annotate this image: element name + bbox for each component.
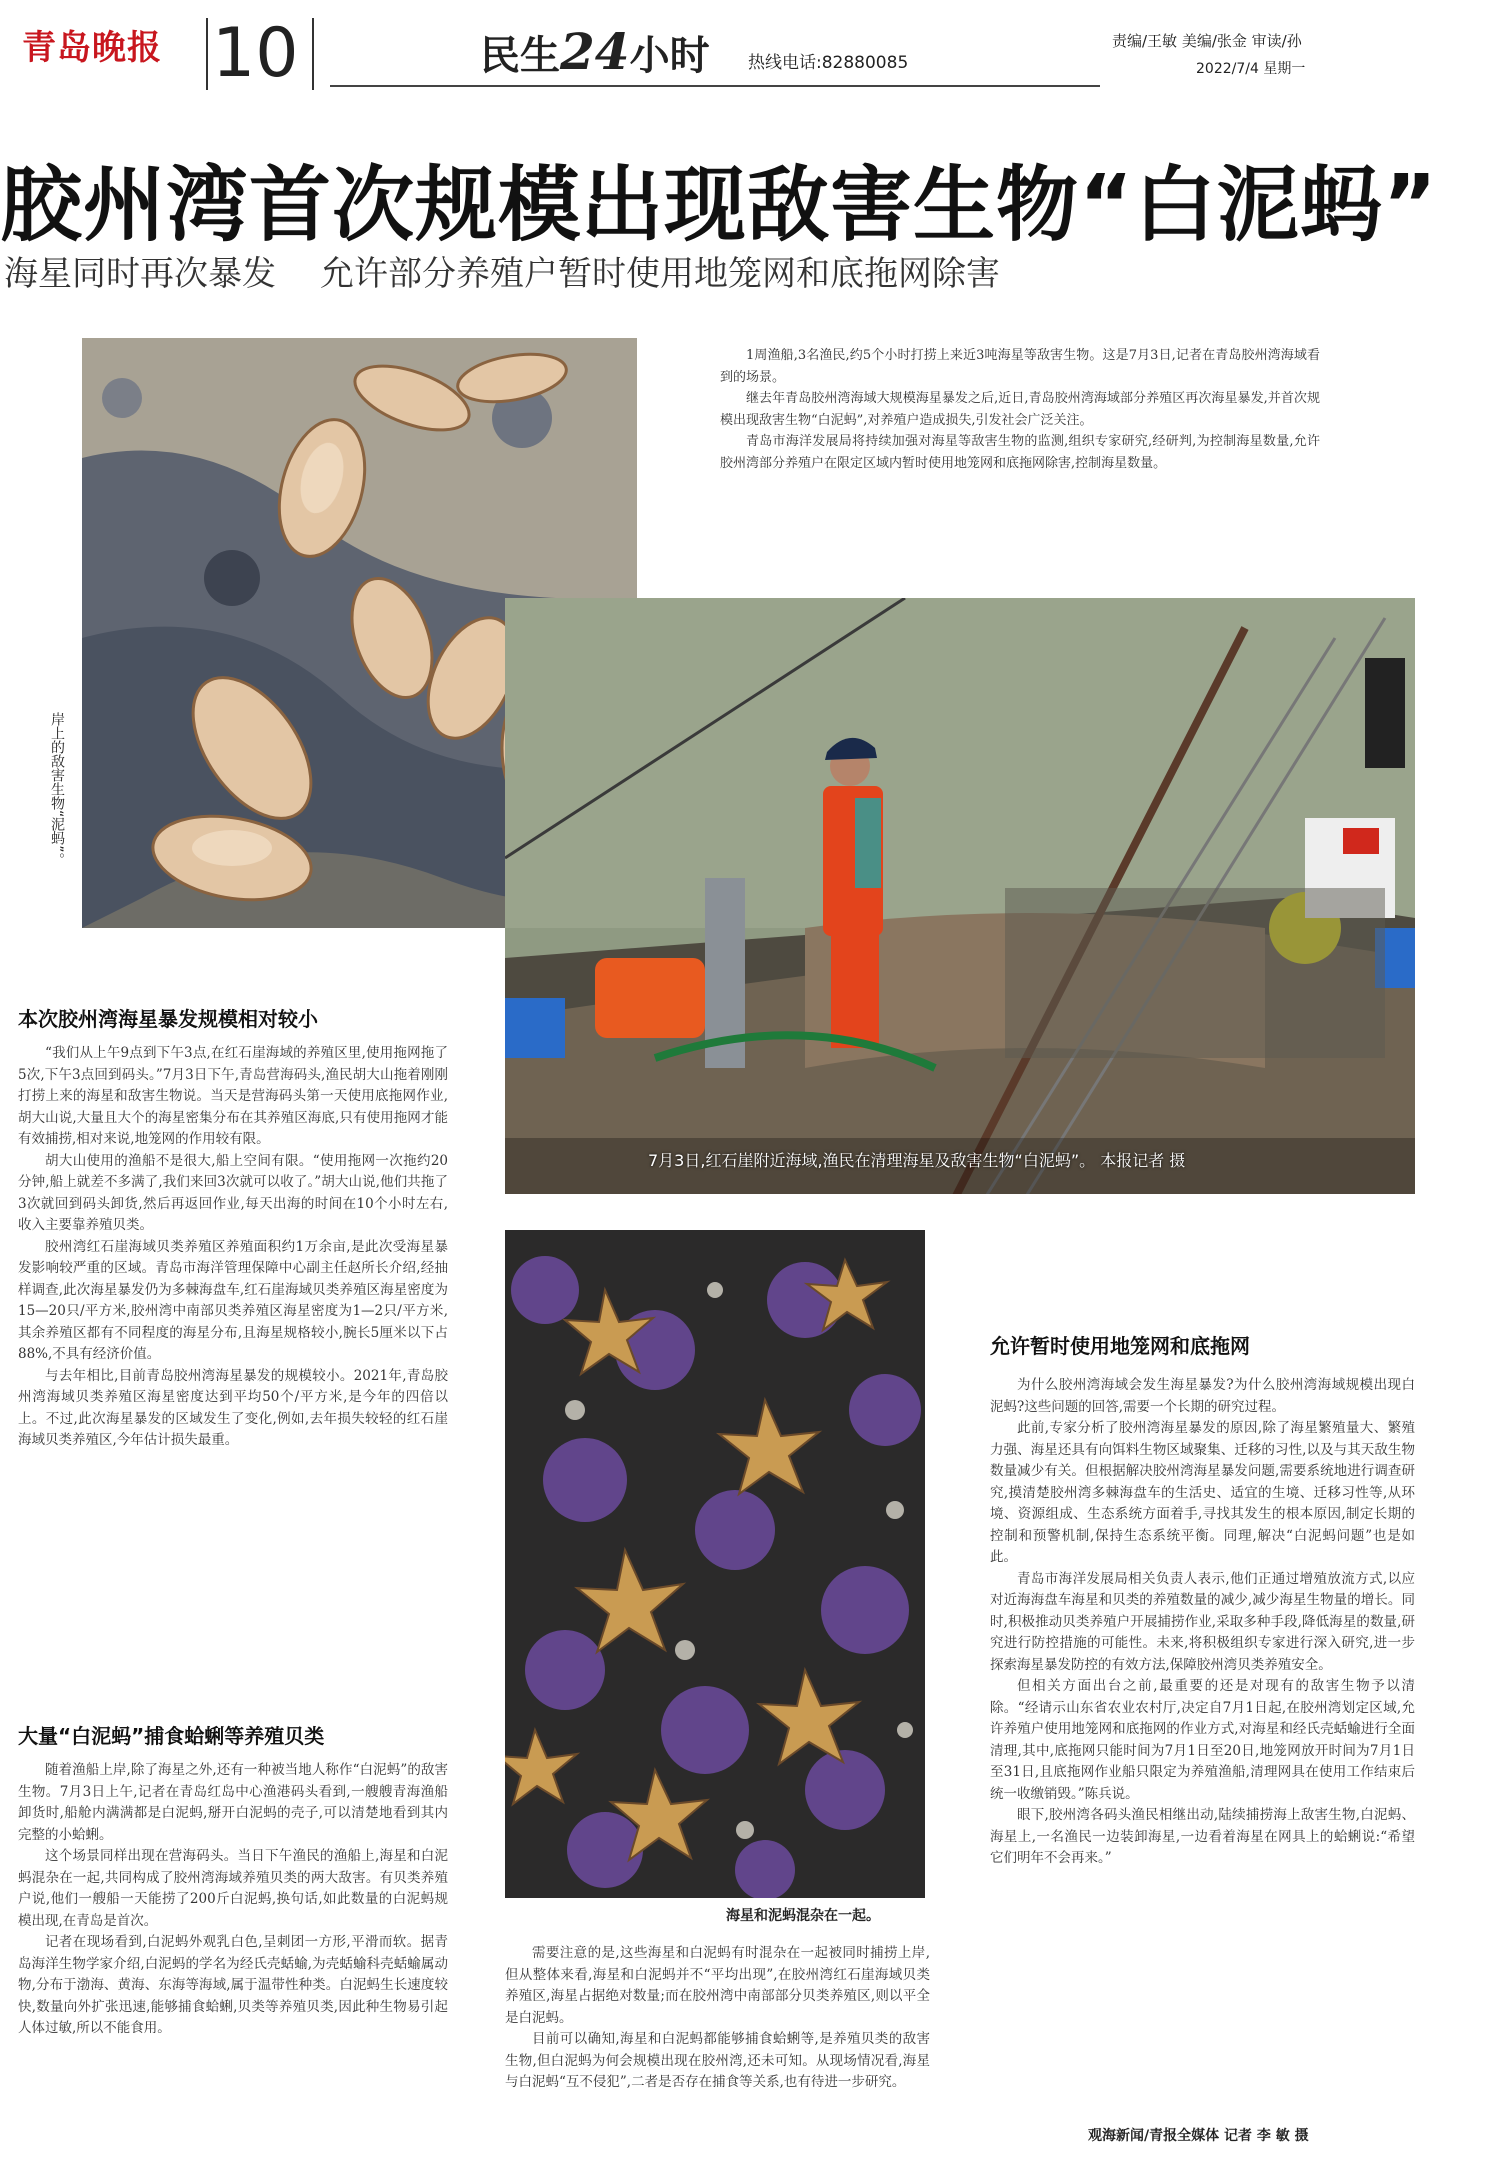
section1-text [18, 1043, 448, 1452]
mussel-photo-caption: 岸上的敌害生物“泥蚂”。 [49, 712, 65, 867]
section2-text [18, 1760, 448, 2040]
section2-paragraph: 记者在现场看到,白泥蚂外观乳白色,呈刺团一方形,平滑而软。据青岛海洋生物学家介绍,白泥蚂的学名为经氏壳蛞蝓,为壳蛞蝓科壳蛞蝓属动物,分布于渤海、黄海、东海等海域,属于温带性种类。白泥蚂生长速度较快,数量向外扩张迅速,能够捕食蛤蜊,贝类等养殖贝类,因此种生物易引起人体过敏,所以不能食用。 [18, 1934, 448, 2036]
editor-credits: 责编/王敏 美编/张金 审读/孙 [1112, 32, 1302, 50]
section1-paragraph: 胶州湾红石崖海域贝类养殖区养殖面积约1万余亩,是此次受海星暴发影响较严重的区域。青岛市海洋管理保障中心副主任赵所长介绍,经抽样调查,此次海星暴发仍为多棘海盘车,红石崖海域贝类养殖区海星密度为15—20只/平方米,胶州湾中南部贝类养殖区海星密度为1—2只/平方米,其余养殖区都有不同程度的海星分布,且海星规格较小,腕长5厘米以下占88%,不具有经济价值。 [18, 1238, 448, 1362]
intro-paragraph: 青岛市海洋发展局将持续加强对海星等敌害生物的监测,组织专家研究,经研判,为控制海星数量,允许胶州湾部分养殖户在限定区域内暂时使用地笼网和底拖网除害,控制海星数量。 [720, 434, 1320, 471]
boat-photo-image [505, 598, 1415, 1194]
headline: 胶州湾首次规模出现敌害生物“白泥蚂” [0, 158, 1438, 253]
masthead-divider [206, 18, 208, 90]
starfish-photo [505, 1230, 925, 1898]
section3-text [990, 1375, 1415, 2115]
subhead-2: 允许部分养殖户暂时使用地笼网和底拖网除害 [320, 254, 1000, 294]
section-suffix: 小时 [629, 33, 710, 79]
body-paragraph: 需要注意的是,这些海星和白泥蚂有时混杂在一起被同时捕捞上岸,但从整体来看,海星和白泥蚂并不“平均出现”,在胶州湾红石崖海域贝类养殖区,海星占据绝对数量;而在胶州湾中南部部分贝类养殖区,则以平全是白泥蚂。 [505, 1945, 930, 2026]
intro-paragraph: 1周渔船,3名渔民,约5个小时打捞上来近3吨海星等敌害生物。这是7月3日,记者在青岛胶州湾海域看到的场景。 [720, 348, 1320, 385]
masthead-rule [330, 85, 1100, 87]
section1-paragraph: 胡大山使用的渔船不是很大,船上空间有限。“使用拖网一次拖约20分钟,船上就差不多满了,我们来回3次就可以收了。”胡大山说,他们共拖了3次就回到码头卸货,然后再返回作业,每天出海的时间在10个小时左右,收入主要靠养殖贝类。 [18, 1152, 448, 1233]
intro-text [720, 345, 1320, 474]
section3-paragraph: 眼下,胶州湾各码头渔民相继出动,陆续捕捞海上敌害生物,白泥蚂、海星上,一名渔民一边装卸海星,一边看着海星在网具上的蛤蜊说:“希望它们明年不会再来。” [990, 1807, 1415, 1866]
page-number: 10 [212, 14, 299, 93]
byline: 观海新闻/青报全媒体 记者 李 敏 摄 [1088, 2128, 1309, 2144]
section2-paragraph: 这个场景同样出现在营海码头。当日下午渔民的渔船上,海星和白泥蚂混杂在一起,共同构成了胶州湾海域养殖贝类的两大敌害。有贝类养殖户说,他们一艘船一天能捞了200斤白泥蚂,换句话,如此数量的白泥蚂规模出现,在青岛是首次。 [18, 1848, 448, 1929]
section2-paragraph: 随着渔船上岸,除了海星之外,还有一种被当地人称作“白泥蚂”的敌害生物。7月3日上午,记者在青岛红岛中心渔港码头看到,一艘艘青海渔船卸货时,船舱内满满都是白泥蚂,掰开白泥蚂的壳子,可以清楚地看到其内完整的小蛤蜊。 [18, 1762, 448, 1843]
section3-paragraph: 为什么胶州湾海域会发生海星暴发?为什么胶州湾海域规模出现白泥蚂?这些问题的回答,需要一个长期的研究过程。 [990, 1377, 1415, 1415]
body-paragraph: 目前可以确知,海星和白泥蚂都能够捕食蛤蜊等,是养殖贝类的敌害生物,但白泥蚂为何会规模出现在胶州湾,还未可知。从现场情况看,海星与白泥蚂“互不侵犯”,二者是否存在捕食等关系,也有待进一步研究。 [505, 2031, 930, 2090]
boat-photo-caption: 7月3日,红石崖附近海域,渔民在清理海星及敌害生物“白泥蚂”。 本报记者 摄 [648, 1151, 1186, 1170]
section3-paragraph: 此前,专家分析了胶州湾海星暴发的原因,除了海星繁殖量大、繁殖力强、海星还具有向饵料生物区域聚集、迁移的习性,以及与其天敌生物数量减少有关。但根据解决胶州湾海星暴发问题,需要系统地进行调查研究,摸清楚胶州湾多棘海盘车的生活史、适宜的生境、迁移习性等,从环境、资源组成、生态系统方面着手,寻找其发生的根本原因,制定长期的控制和预警机制,保持生态系统平衡。同理,解决“白泥蚂问题”也是如此。 [990, 1420, 1415, 1565]
subheadline [4, 246, 1044, 295]
section-heading: 本次胶州湾海星暴发规模相对较小 [18, 1007, 318, 1031]
newspaper-logo: 青岛晚报 [22, 28, 162, 68]
section3-paragraph: 但相关方面出台之前,最重要的还是对现有的敌害生物予以清除。“经请示山东省农业农村厅,决定自7月1日起,在胶州湾划定区域,允许养殖户使用地笼网和底拖网的作业方式,对海星和经氏壳蛞蝓进行全面清理,其中,底拖网只能时间为7月1日至20日,地笼网放开时间为7月1日至31日,且底拖网作业船只限定为养殖渔船,清理网具在使用工作结束后统一收缴销毁。”陈兵说。 [990, 1678, 1415, 1802]
starfish-photo-caption: 海星和泥蚂混杂在一起。 [726, 1908, 880, 1924]
section1-paragraph: 与去年相比,目前青岛胶州湾海星暴发的规模较小。2021年,青岛胶州湾海域贝类养殖区海星密度达到平均50个/平方米,是今年的四倍以上。不过,此次海星暴发的区域发生了变化,例如,去年损失较轻的红石崖海域贝类养殖区,今年估计损失最重。 [18, 1367, 448, 1448]
hotline: 热线电话:82880085 [748, 53, 909, 73]
masthead-divider [312, 18, 314, 90]
section-prefix: 民生 [480, 33, 560, 79]
issue-date: 2022/7/4 星期一 [1196, 61, 1306, 77]
middle-bottom-text [505, 1943, 930, 2148]
intro-paragraph: 继去年青岛胶州湾海域大规模海星暴发之后,近日,青岛胶州湾海域部分养殖区再次海星暴发,并首次规模出现敌害生物“白泥蚂”,对养殖户造成损失,引发社会广泛关注。 [720, 391, 1320, 428]
section-title [480, 22, 710, 81]
section-heading: 允许暂时使用地笼网和底拖网 [990, 1334, 1250, 1358]
section-heading: 大量“白泥蚂”捕食蛤蜊等养殖贝类 [18, 1724, 325, 1748]
section1-paragraph: “我们从上午9点到下午3点,在红石崖海域的养殖区里,使用拖网拖了5次,下午3点回到码头。”7月3日下午,青岛营海码头,渔民胡大山拖着刚刚打捞上来的海星和敌害生物说。当天是营海码头第一天使用底拖网作业,胡大山说,大量且大个的海星密集分布在其养殖区海底,只有使用拖网才能有效捕捞,相对来说,地笼网的作用较有限。 [18, 1045, 448, 1147]
starfish-photo-image [505, 1230, 925, 1898]
boat-photo [505, 598, 1415, 1194]
subhead-1: 海星同时再次暴发 [4, 254, 276, 294]
section3-paragraph: 青岛市海洋发展局相关负责人表示,他们正通过增殖放流方式,以应对近海海盘车海星和贝类的养殖数量的减少,减少海星生物量的增长。同时,积极推动贝类养殖户开展捕捞作业,采取多种手段,降低海星的数量,研究进行防控措施的可能性。未来,将积极组织专家进行深入研究,进一步探索海星暴发防控的有效方法,保障胶州湾贝类养殖安全。 [990, 1570, 1415, 1673]
section-number: 24 [560, 22, 630, 81]
